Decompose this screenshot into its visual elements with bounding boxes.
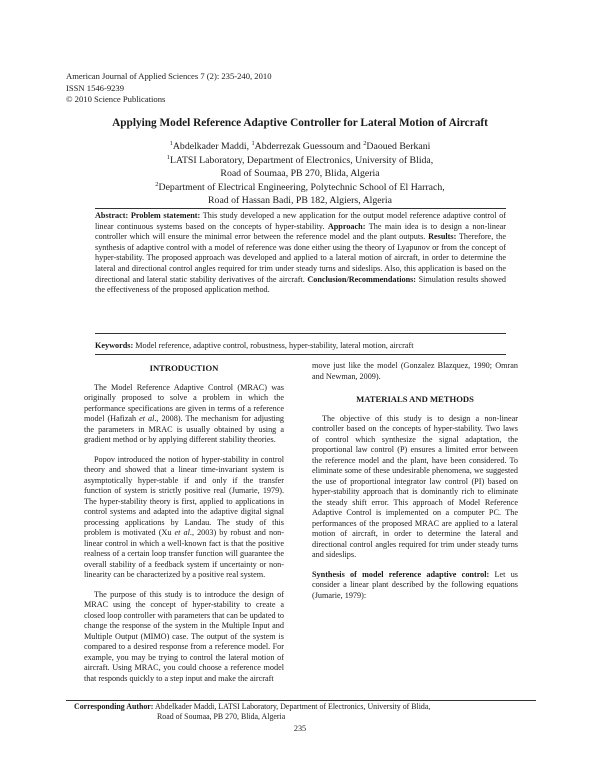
author2-affiliation-mark: 1	[251, 140, 255, 147]
keywords-rule	[95, 354, 506, 355]
affiliation2-line2: Road of Hassan Badi, PB 182, Algiers, Algeria	[208, 195, 392, 207]
author3-name: Daoued Berkani	[366, 141, 431, 152]
intro-paragraph-3: The purpose of this study is to introduce the design of MRAC using the concept of hyper-stability to create a closed loop controller with parameters that can be updated to change the response of the system in the Multiple Input and Multiple Output (MIMO) case. The output of the system is compared to a desired response from a reference model. For example, you may be trying to control the lateral motion of aircraft. Using MRAC, you could choose a reference model that responds quickly to a step input and make the aircraft	[84, 589, 284, 683]
affiliation1-line2: Road of Soumaa, PB 270, Blida, Algeria	[220, 168, 380, 180]
affiliation-2	[0, 181, 600, 195]
problem-statement-label: Problem statement:	[130, 211, 201, 220]
abstract	[95, 211, 506, 296]
keywords-label: Keywords:	[95, 341, 134, 350]
corresponding-label: Corresponding Author:	[74, 702, 154, 711]
page-number: 235	[293, 724, 307, 733]
problem-statement-text: This study developed a new application for the output model reference adaptive control of linear continuous systems based on the concepts of hyper-stability.	[95, 211, 507, 231]
intro-p1-text-a: The Model Reference Adaptive Control (MRAC) was originally proposed to solve a problem in which the performance specifications are given in terms of a reference model (Hafizah	[84, 382, 284, 423]
author2-name: Abderrezak Guessoum and	[254, 141, 364, 152]
journal-copyright: © 2010 Science Publications	[66, 94, 166, 105]
corresponding-line-2: Road of Soumaa, PB 270, Blida, Algeria	[157, 712, 286, 722]
paper-title: Applying Model Reference Adaptive Controller for Lateral Motion of Aircraft	[112, 117, 488, 129]
results-text: Therefore, the synthesis of adaptive control with a model of reference was done either using the theory of Lyapunov or from the concept of hyper-stability. The proposed approach was developed and applied to a lateral motion of aircraft, in order to determine the lateral and directional control angles required for trim under steady turns and sideslips. Also, this application is based on the directional and lateral static stability derivatives of the aircraft.	[95, 232, 507, 284]
intro-paragraph-1	[84, 383, 284, 446]
synthesis-paragraph	[312, 570, 518, 602]
author1-affiliation-mark: 1	[169, 140, 173, 147]
results-label: Results:	[428, 232, 457, 242]
author1-name: Abdelkader Maddi,	[172, 141, 252, 152]
intro-p2-text-b: ., 2003) by robust and non-linear control in which a well-known fact is that the positive realness of a certain loop transfer function will guarantee the overall stability of a feedback system if uncertainty or non-linearity can be characterized by a positive real system.	[84, 528, 284, 579]
intro-p2-text-a: Popov introduced the notion of hyper-stability in control theory and showed that a linear time-invariant system is asymptotically hyper-stable if and only if the transfer function of system is strictly positive real (Jumarie, 1979). The hyper-stability theory is first, applied to applications in control systems and adapted into the adaptive digital signal processing applications by Landau. The study of this problem is motivated (Xu	[84, 454, 284, 537]
intro-paragraph-2	[84, 455, 284, 581]
left-column	[84, 363, 284, 684]
corresponding-text: Abdelkader Maddi, LATSI Laboratory, Department of Electronics, University of Blida,	[153, 702, 431, 711]
keywords	[95, 341, 506, 352]
right-column	[312, 361, 518, 601]
affiliation1-mark: 1	[166, 153, 170, 161]
intro-p1-etal: et al	[139, 414, 155, 423]
author-list	[0, 140, 600, 154]
intro-paragraph-3-continued: move just like the model (Gonzalez Blazquez, 1990; Omran and Newman, 2009).	[312, 361, 518, 381]
author3-affiliation-mark: 2	[363, 140, 367, 147]
affiliation-1	[0, 154, 600, 168]
abstract-label: Abstract:	[95, 211, 129, 220]
materials-methods-heading: MATERIALS AND METHODS	[356, 394, 474, 404]
footer-rule	[66, 700, 536, 701]
synthesis-label: Synthesis of model reference adaptive control:	[312, 569, 490, 579]
abstract-top-rule	[95, 208, 506, 209]
journal-citation: American Journal of Applied Sciences 7 (2): 235-240, 2010	[66, 71, 272, 81]
conclusion-text: Simulation results showed the effectiveness of the proposed application method.	[95, 274, 507, 295]
approach-label: Approach:	[327, 221, 366, 231]
corresponding-author	[74, 702, 534, 723]
introduction-heading: INTRODUCTION	[149, 363, 219, 373]
author-block	[0, 140, 600, 208]
approach-text: The main idea is to design a non-linear controller which will ensure the minimal error between the reference model and the plant outputs.	[95, 221, 506, 242]
journal-header	[66, 71, 272, 106]
synthesis-text: Let us consider a linear plant described by the following equations (Jumarie, 1979):	[312, 569, 518, 600]
abstract-bottom-rule	[95, 333, 506, 334]
affiliation2-line1: Department of Electrical Engineering, Polytechnic School of El Harrach,	[158, 181, 445, 193]
keywords-text: Model reference, adaptive control, robustness, hyper-stability, lateral motion, aircraft	[133, 341, 414, 350]
affiliation2-mark: 2	[155, 180, 159, 188]
journal-issn: ISSN 1546-9239	[66, 82, 125, 93]
intro-p2-etal: et al	[174, 528, 190, 537]
methods-paragraph-1: The objective of this study is to design a non-linear controller based on the concepts of hyper-stability. Two laws of control which synthesize the signal adaptation, the proportional law control (P) ensures a limited error between the reference model and the plant, have been considered. To eliminate some of these undesirable phenomena, we suggested the use of proportional integrator law control (PI) based on hyper-stability approach that is dominantly rich to eliminate the steady shift error. This approach of Model Reference Adaptive Control is implemented on a computer PC. The performances of the proposed MRAC are applied to a lateral motion of aircraft, in order to determine the lateral and directional control angles required for trim under steady turns and sideslips.	[312, 413, 518, 559]
intro-continuation-space	[312, 361, 518, 382]
affiliation1-line1: LATSI Laboratory, Department of Electronics, University of Blida,	[169, 154, 434, 166]
corresponding-line-1	[74, 702, 534, 712]
conclusion-label: Conclusion/Recommendations:	[307, 274, 417, 284]
intro-p1-text-b: ., 2008). The mechanism for adjusting the parameters in MRAC is usually obtained by using a gradient method or by applying different stability theories.	[84, 414, 285, 444]
